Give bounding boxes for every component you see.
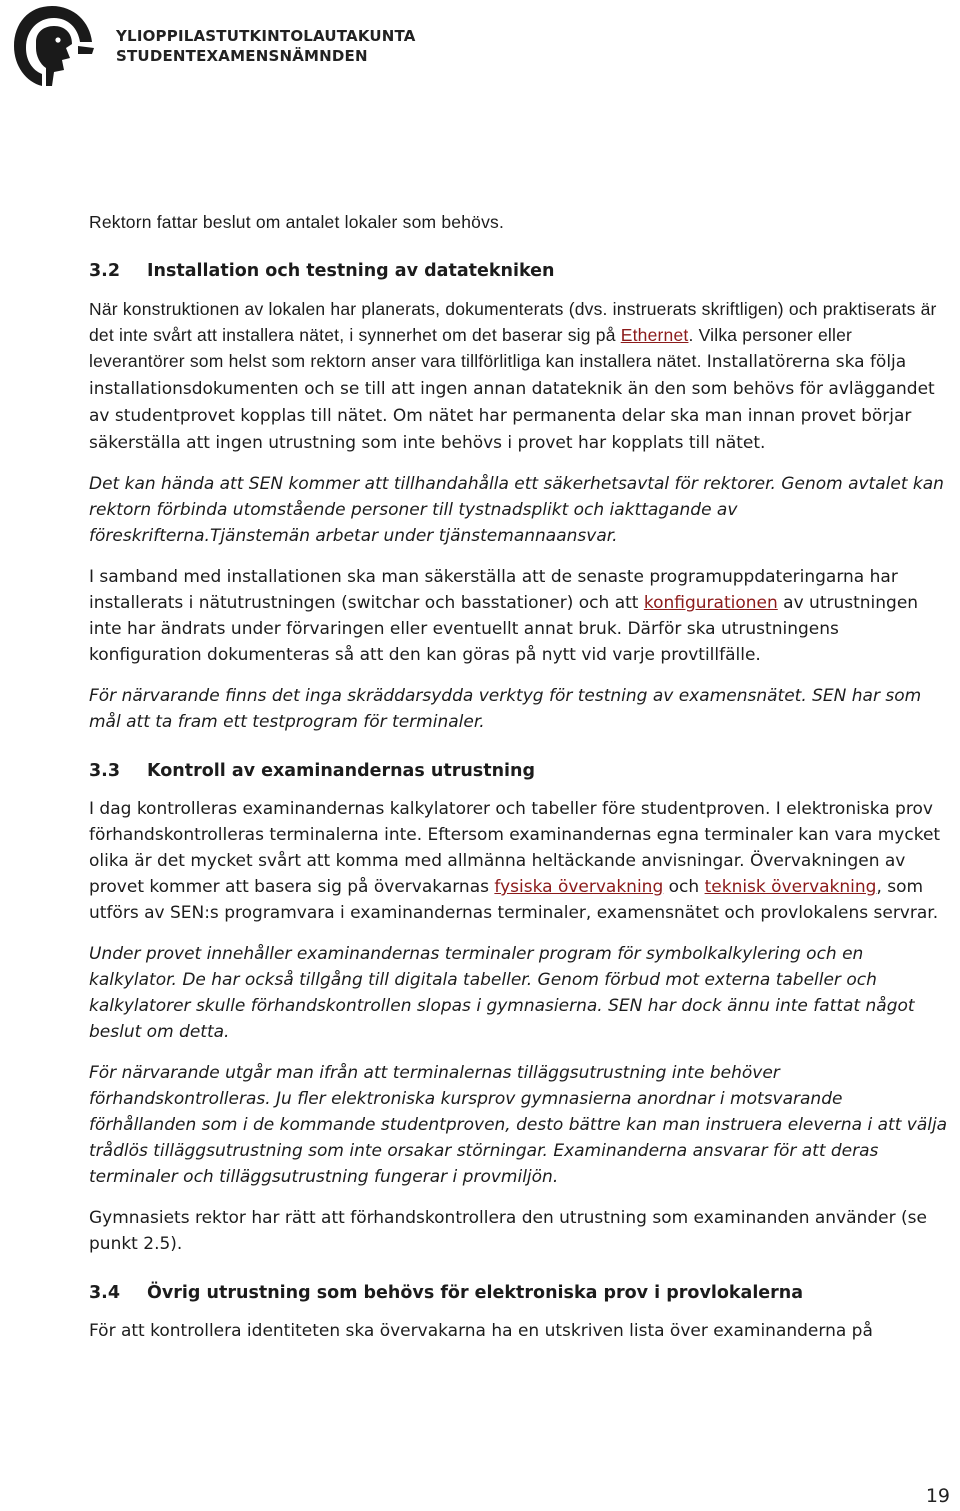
organization-name-finnish: YLIOPPILASTUTKINTOLAUTAKUNTA	[116, 27, 416, 45]
section-heading-3-4	[89, 1280, 951, 1306]
minerva-logo	[6, 2, 98, 88]
paragraph-sakerhetsavtal: Det kan hända att SEN kommer att tillhandahålla ett säkerhetsavtal för rektorer. Genom avtalet kan rektorn förbinda utomstående personer till tystnadsplikt och iakttagande av föreskrifterna.Tjänstemän arbetar under tjänstemannaansvar.	[89, 474, 944, 546]
paragraph-text: , som utförs av SEN:s programvara i examinandernas terminaler, examensnätet och provlokalens servrar.	[89, 877, 939, 923]
paragraph-tillaggsutrustning: För närvarande utgår man ifrån att terminalernas tilläggsutrustning inte behöver förhandskontrolleras. Ju fler elektroniska kursprov gymnasierna anordnar i motsvarande förhållanden som i de kommande studentproven, desto bättre kan man instruera eleverna i att välja trådlös tilläggsutrustning som inte orsakar störningar. Examinanderna ansvarar för att deras terminaler och tilläggsutrustning fungerar i provmiljön.	[89, 1063, 948, 1187]
section-heading-3-2	[89, 258, 951, 284]
section-number: 3.3	[89, 761, 121, 781]
fysiska-overvakning-link[interactable]: fysiska övervakning	[494, 877, 664, 897]
section-title: Kontroll av examinandernas utrustning	[147, 761, 536, 781]
paragraph-text: och	[663, 877, 705, 897]
paragraph-text: I dag kontrolleras examinandernas kalkylatorer och tabeller före studentproven. I elektroniska prov förhandskontrolleras terminalerna inte. Eftersom examinandernas egna terminaler kan vara mycket olika är det mycket svårt att komma med allmänna heltäckande anvisningar. Övervakningen av provet kommer att basera sig på övervakarnas	[89, 799, 941, 897]
paragraph-rektor-ratt: Gymnasiets rektor har rätt att förhandskontrollera den utrustning som examinanden använder (se punkt 2.5).	[89, 1208, 927, 1254]
paragraph-symbolkalkylering: Under provet innehåller examinandernas terminaler program för symbolkalkylering och en kalkylator. De har också tillgång till digitala tabeller. Genom förbud mot externa tabeller och kalkylatorer skulle förhandskontrollen slopas i gymnasierna. SEN har dock ännu inte fattat något beslut om detta.	[89, 944, 915, 1042]
paragraph-testning: För närvarande finns det inga skräddarsydda verktyg för testning av examensnätet. SEN har som mål att ta fram ett testprogram för terminaler.	[89, 686, 922, 732]
section-title: Installation och testning av datatekniken	[147, 261, 555, 281]
document-body	[89, 209, 951, 1359]
section-number: 3.4	[89, 1283, 121, 1303]
paragraph-identitet: För att kontrollera identiteten ska övervakarna ha en utskriven lista över examinanderna på	[89, 1321, 873, 1341]
ethernet-link[interactable]: Ethernet	[620, 325, 689, 345]
section-title: Övrig utrustning som behövs för elektroniska prov i provlokalerna	[147, 1283, 804, 1303]
page-header	[6, 0, 506, 90]
paragraph-text: . Vilka personer eller leverantörer som helst som rektorn anser vara tillförlitliga kan installera nätet.	[89, 325, 853, 371]
teknisk-overvakning-link[interactable]: teknisk övervakning	[704, 877, 877, 897]
paragraph-text: När konstruktionen av lokalen har planerats, dokumenterats (dvs. instruerats skriftligen) och praktiserats är det inte svårt att installera nätet, i synnerhet om det baserar sig på	[89, 299, 937, 345]
paragraph-lokaler: Rektorn fattar beslut om antalet lokaler som behövs.	[89, 212, 505, 232]
page-number: 19	[925, 1485, 950, 1507]
paragraph-programuppdateringar	[89, 564, 951, 668]
paragraph-text: Installatörerna ska följa installationsdokumenten och se till att ingen annan datateknik än den som behövs för avläggandet av studentprovet kopplas till nätet. Om nätet har permanenta delar ska man innan provet börjar säkerställa att ingen utrustning som inte behövs i provet har kopplats till nätet.	[89, 352, 935, 453]
organization-name-swedish: STUDENTEXAMENSNÄMNDEN	[116, 47, 368, 65]
section-number: 3.2	[89, 261, 121, 281]
paragraph-kontroll	[89, 796, 951, 926]
konfigurationen-link[interactable]: konfigurationen	[643, 593, 778, 613]
paragraph-text: I samband med installationen ska man säkerställa att de senaste programuppdateringarna har installerats i nätutrustningen (switchar och basstationer) och att	[89, 567, 898, 613]
section-heading-3-3	[89, 758, 951, 784]
paragraph-installation	[89, 296, 951, 456]
paragraph-text: av utrustningen inte har ändrats under förvaringen eller eventuellt annat bruk. Därför ska utrustningens konfiguration dokumenteras så att den kan göras på nytt vid varje provtillfälle.	[89, 593, 919, 665]
